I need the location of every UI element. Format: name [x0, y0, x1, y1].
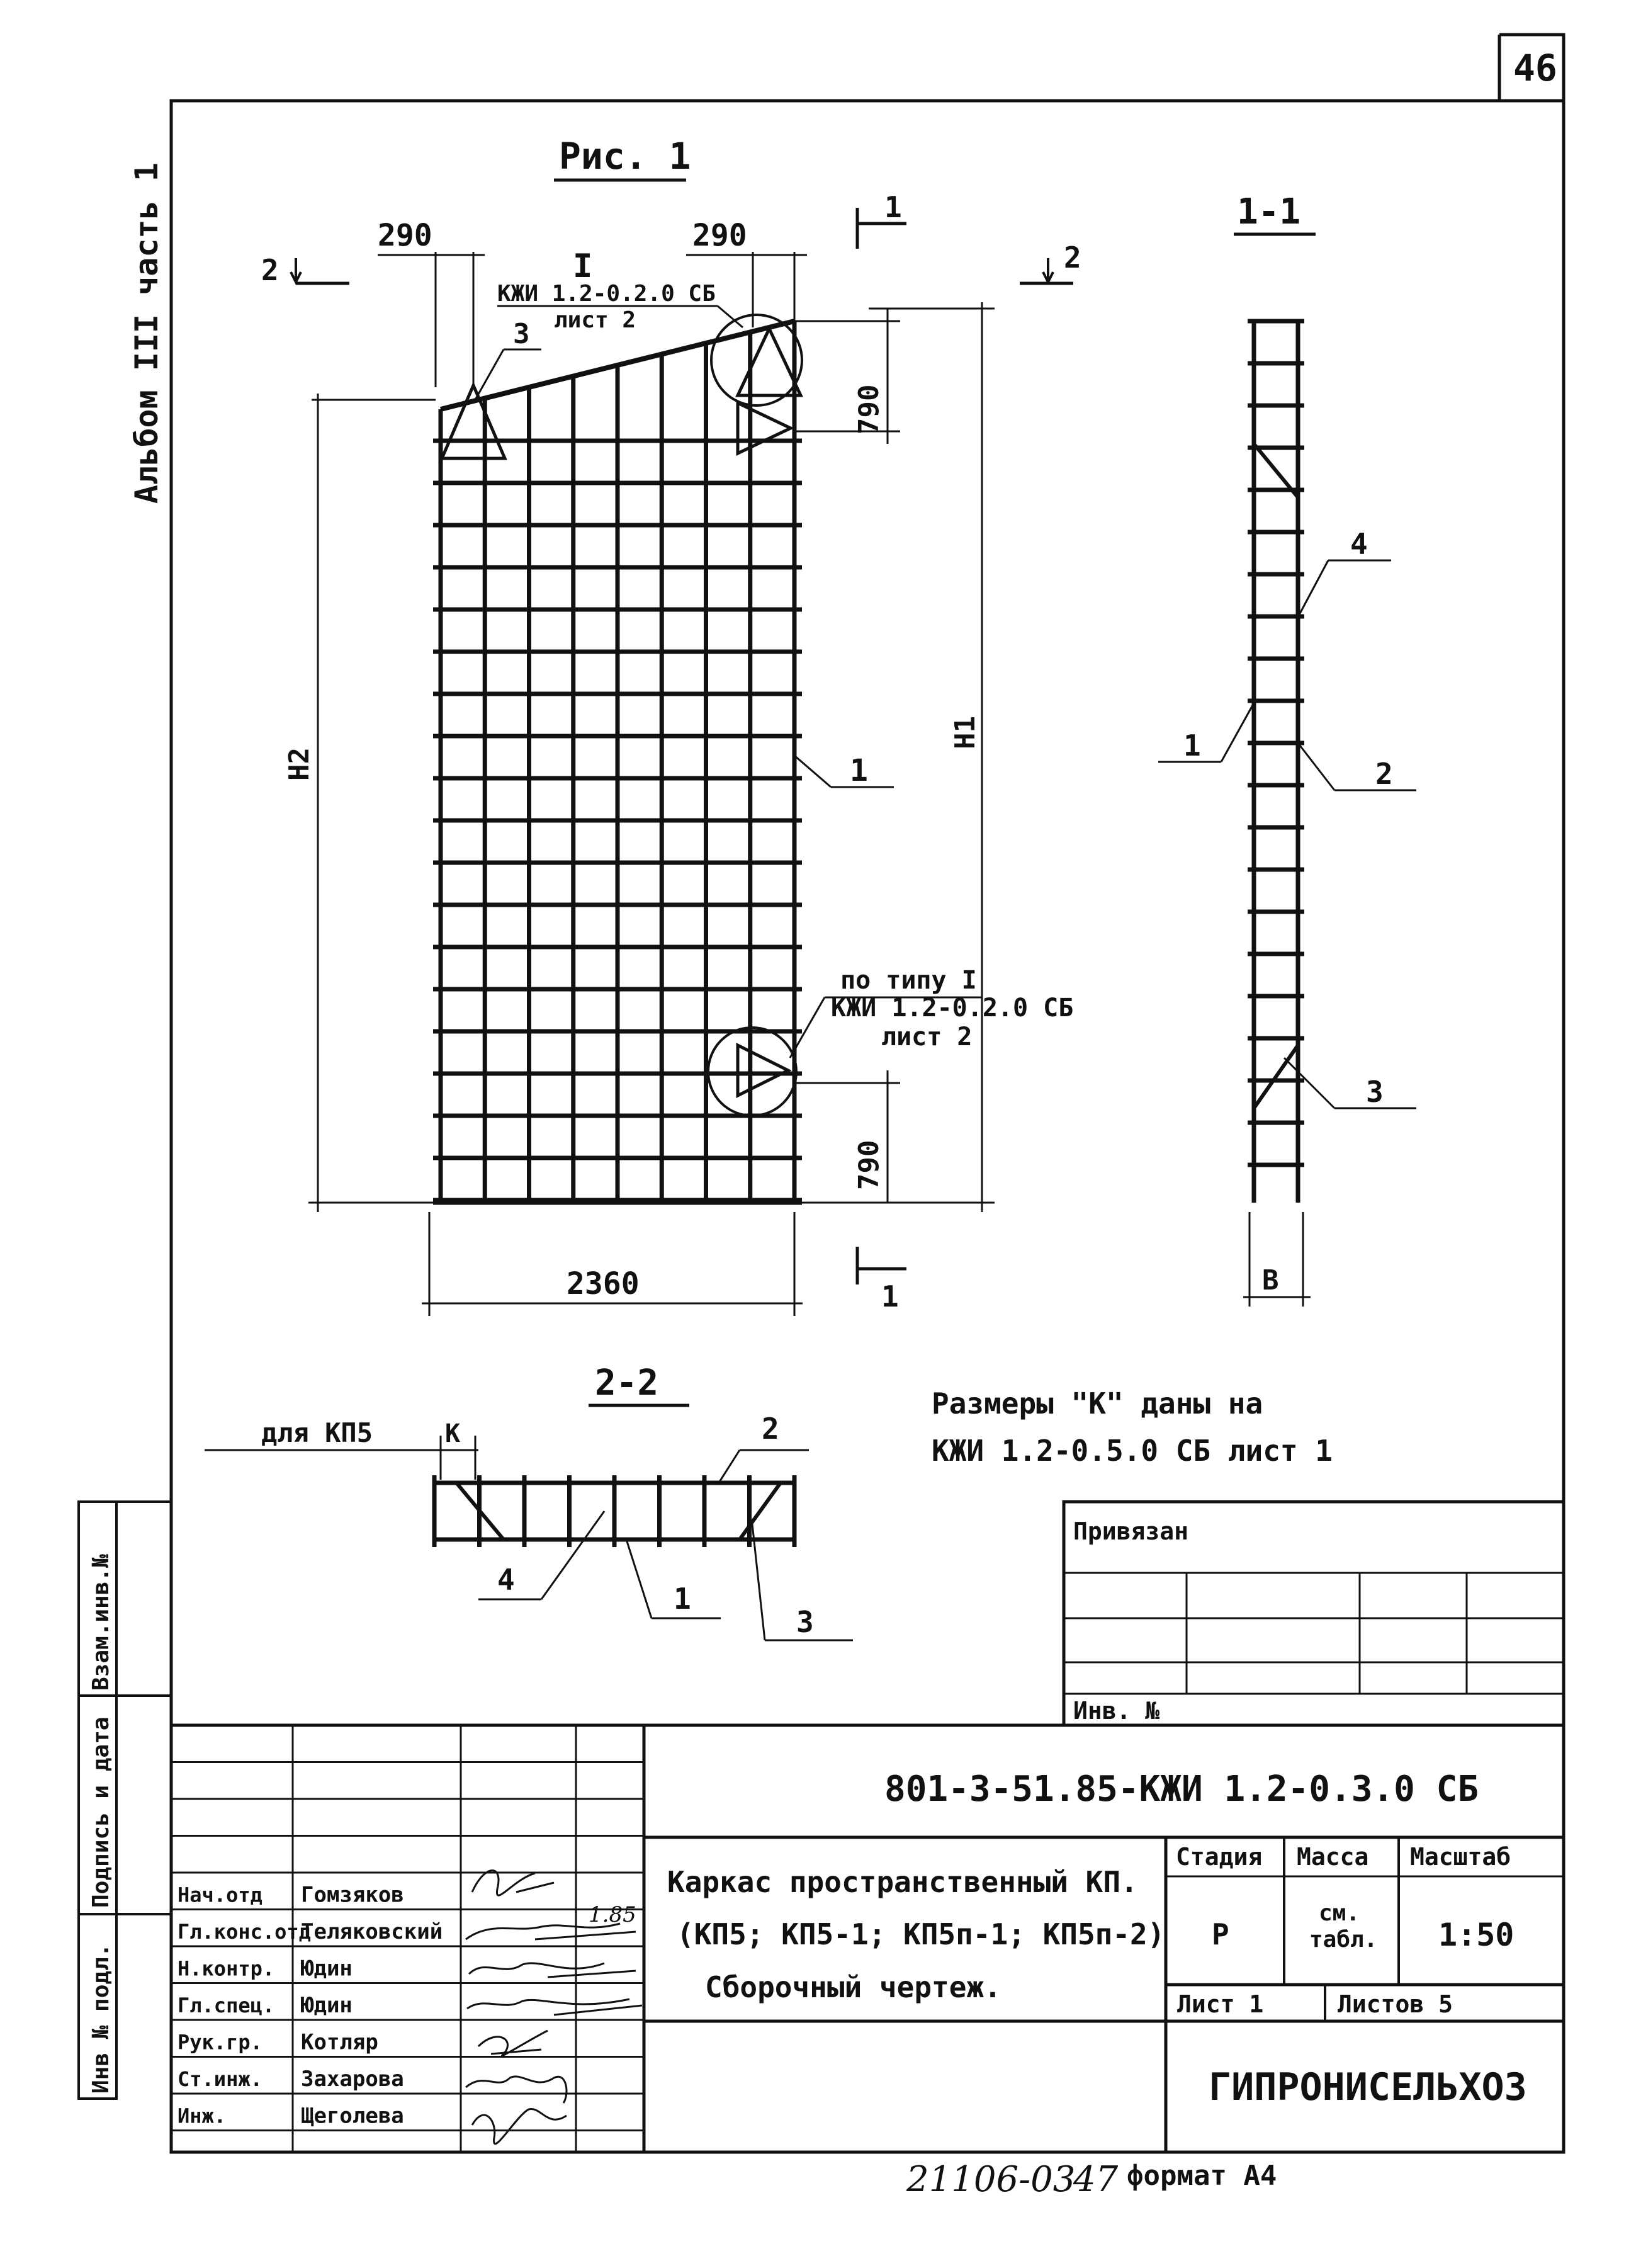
scale-header: Масштаб	[1410, 1843, 1511, 1871]
sec11-item2: 2	[1375, 757, 1393, 791]
dim-790-top: 790	[853, 384, 885, 434]
node-ref-line2: лист 2	[554, 307, 636, 333]
note-line2: КЖИ 1.2-0.5.0 СБ лист 1	[932, 1434, 1333, 1468]
sec11-dim-B: B	[1262, 1264, 1279, 1296]
cut2-left-number: 2	[261, 253, 279, 287]
sheet-label: Лист 1	[1177, 1990, 1264, 2018]
person-name: Теляковский	[301, 1919, 443, 1944]
node-ref-line1: КЖИ 1.2-0.2.0 СБ	[497, 281, 716, 307]
person-role: Рук.гр.	[178, 2030, 262, 2055]
title-block	[171, 1725, 1564, 2152]
section-2-2-title: 2-2	[595, 1363, 659, 1403]
attached-title: Привязан	[1073, 1517, 1189, 1545]
cut1-bottom-number: 1	[881, 1279, 899, 1313]
person-name: Захарова	[301, 2067, 404, 2092]
inv-original-label: Инв № подл.	[88, 1943, 114, 2094]
sec22-item1: 1	[674, 1582, 691, 1616]
inv-inventory-label: Взам.инв.№	[88, 1554, 114, 1691]
section-1-1	[1158, 191, 1416, 1307]
name-line1: Каркас пространственный КП.	[667, 1865, 1138, 1899]
page-number: 46	[1513, 47, 1557, 89]
sec22-item2: 2	[762, 1412, 779, 1446]
person-role: Гл.спец.	[178, 1993, 275, 2017]
dim-790-bottom: 790	[853, 1140, 885, 1190]
sec22-item3: 3	[796, 1605, 814, 1639]
sec11-item4: 4	[1350, 527, 1368, 561]
stage-header: Стадия	[1176, 1843, 1263, 1871]
for-kp5-label: для КП5	[261, 1417, 373, 1448]
section-2-2	[205, 1363, 853, 1640]
node-triangle-right-low	[738, 1045, 788, 1096]
dim-290-right: 290	[692, 218, 747, 253]
note-line1: Размеры "К" даны на	[932, 1386, 1263, 1420]
album-side-label: Альбом III часть 1	[128, 162, 165, 504]
node-triangle-right-top	[738, 329, 801, 395]
footer-handwritten: 21106-03	[906, 2159, 1076, 2200]
signature-date-label: Подпись и дата	[88, 1716, 114, 1908]
item1-label: 1	[850, 753, 868, 788]
sec11-item3: 3	[1366, 1075, 1384, 1109]
mass-value-line2: табл.	[1309, 1927, 1378, 1953]
attached-stamp	[1064, 1502, 1564, 1725]
organization: ГИПРОНИСЕЛЬХОЗ	[1209, 2065, 1527, 2109]
person-name: Щеголева	[301, 2103, 404, 2129]
k-label: К	[445, 1419, 461, 1448]
section-1-1-title: 1-1	[1237, 191, 1301, 232]
footer-page: 47	[1073, 2159, 1119, 2200]
mass-value-line1: см.	[1319, 1900, 1360, 1926]
scale-value: 1:50	[1438, 1917, 1515, 1953]
node-label-I: I	[573, 247, 593, 285]
dim-H1: H1	[949, 716, 981, 749]
signature-date-note: 1.85	[589, 1902, 636, 1927]
name-line2: (КП5; КП5-1; КП5п-1; КП5п-2)	[677, 1917, 1165, 1951]
sheets-label: Листов 5	[1338, 1990, 1453, 2018]
sec11-item1: 1	[1183, 729, 1201, 763]
node-triangle-right-mid	[738, 403, 791, 453]
person-role: Инж.	[178, 2104, 227, 2128]
dim-H2: H2	[283, 747, 315, 781]
person-role: Н.контр.	[178, 1956, 275, 1981]
person-role: Гл.конс.отд	[178, 1920, 311, 1944]
person-role: Нач.отд	[178, 1883, 262, 1907]
person-name: Юдин	[301, 1993, 353, 2018]
sec22-item4: 4	[497, 1563, 515, 1597]
person-name: Юдин	[301, 1956, 353, 1982]
person-name: Котляр	[301, 2029, 378, 2055]
dim-290-left: 290	[378, 218, 432, 253]
mass-header: Масса	[1297, 1843, 1369, 1871]
person-role: Ст.инж.	[178, 2067, 262, 2091]
rebar-mesh	[433, 321, 802, 1203]
dim-2360: 2360	[567, 1266, 640, 1301]
figure-title: Рис. 1	[559, 135, 691, 178]
left-margin-strip	[79, 1502, 171, 2099]
name-line3: Сборочный чертеж.	[705, 1970, 1001, 2004]
attached-inv-no: Инв. №	[1073, 1697, 1160, 1725]
type-ref-line3: лист 2	[881, 1023, 973, 1052]
cut1-top-number: 1	[884, 190, 902, 224]
person-name: Гомзяков	[301, 1882, 404, 1908]
figure-1	[261, 135, 1081, 1316]
footer-format: формат А4	[1127, 2160, 1277, 2192]
cut2-right-number: 2	[1064, 241, 1081, 275]
stage-value: Р	[1212, 1917, 1229, 1951]
item3-top-label: 3	[513, 318, 530, 350]
type-ref-line2: КЖИ 1.2-0.2.0 СБ	[831, 994, 1074, 1023]
type-ref-line1: по типу I	[840, 966, 977, 995]
doc-code: 801-3-51.85-КЖИ 1.2-0.3.0 СБ	[884, 1769, 1479, 1810]
